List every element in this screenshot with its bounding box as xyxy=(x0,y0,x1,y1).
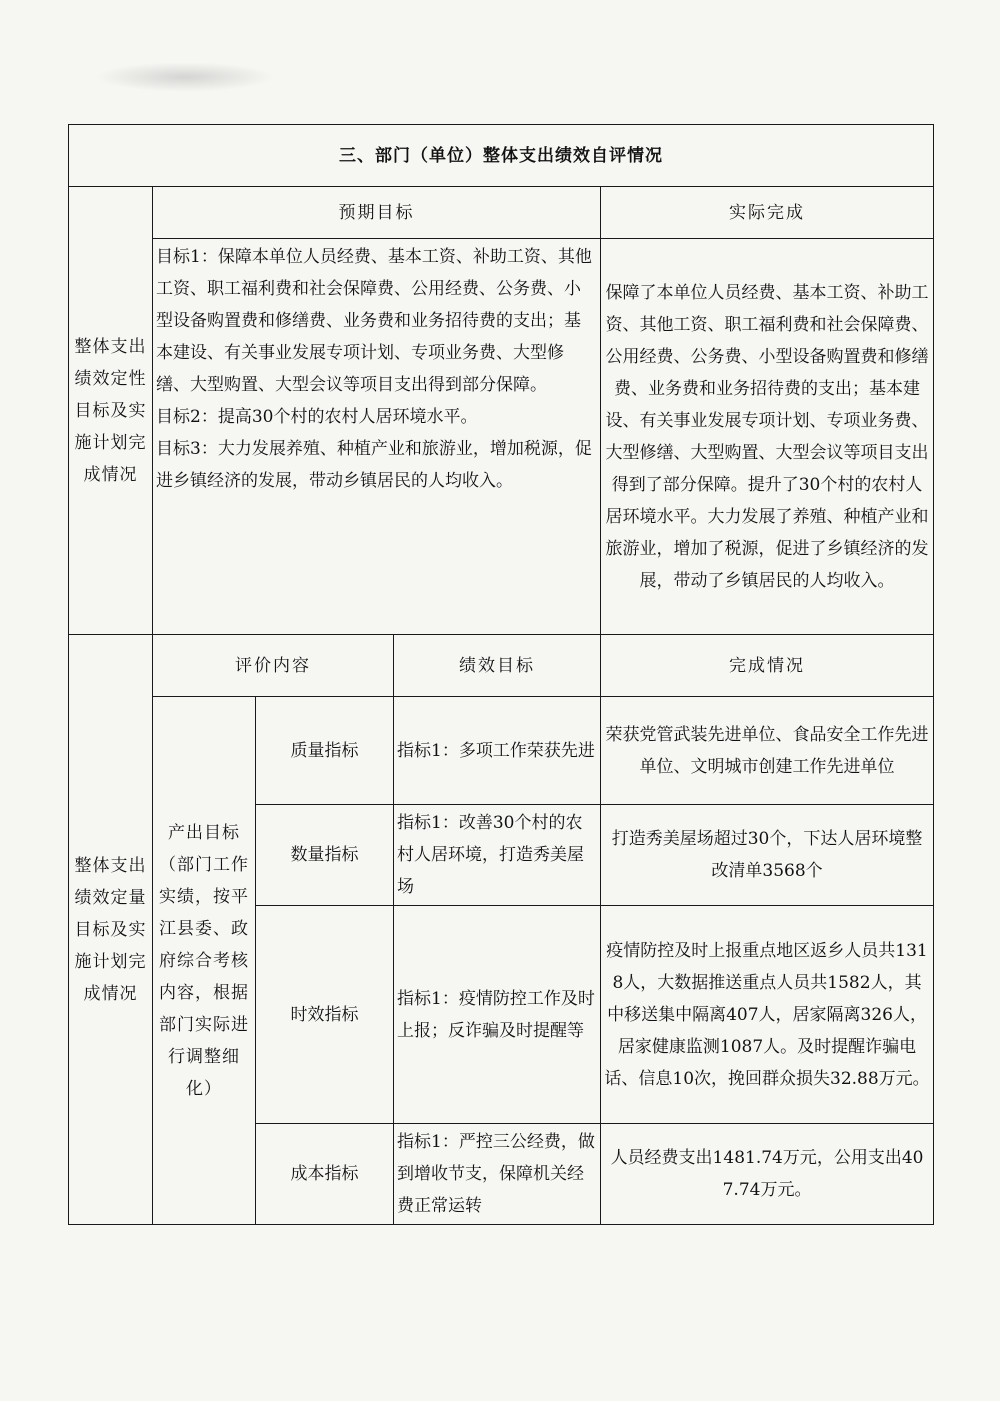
expected-goals-header: 预期目标 xyxy=(153,187,601,239)
goal-2: 目标2：提高30个村的农村人居环境水平。 xyxy=(156,407,478,427)
title-row xyxy=(69,125,934,187)
qualitative-header-row xyxy=(69,187,934,239)
actual-completion-header: 实际完成 xyxy=(601,187,934,239)
completion-status-header: 完成情况 xyxy=(601,635,934,697)
scan-smudge xyxy=(95,62,275,92)
expected-goals-cell xyxy=(153,239,601,635)
indicator-result: 疫情防控及时上报重点地区返乡人员共1318人，大数据推送重点人员共1582人，其中移送集中隔离407人，居家隔离326人，居家健康监测1087人。及时提醒诈骗电话、信息10次，挽回群众损失32.88万元。 xyxy=(601,906,934,1124)
actual-completion-cell: 保障了本单位人员经费、基本工资、补助工资、其他工资、职工福利费和社会保障费、公用经费、公务费、小型设备购置费和修缮费、业务费和业务招待费的支出；基本建设、有关事业发展专项计划、专项业务费、大型修缮、大型购置、大型会议等项目支出得到了部分保障。提升了30个村的农村人居环境水平。大力发展了养殖、种植产业和旅游业，增加了税源，促进了乡镇经济的发展，带动了乡镇居民的人均收入。 xyxy=(601,239,934,635)
indicator-name: 成本指标 xyxy=(256,1124,394,1225)
indicator-target: 指标1：疫情防控工作及时上报；反诈骗及时提醒等 xyxy=(394,906,601,1124)
goal-3: 目标3：大力发展养殖、种植产业和旅游业，增加税源，促进乡镇经济的发展，带动乡镇居民的人均收入。 xyxy=(156,439,592,491)
indicator-result: 人员经费支出1481.74万元，公用支出407.74万元。 xyxy=(601,1124,934,1225)
indicator-name: 数量指标 xyxy=(256,805,394,906)
indicator-row xyxy=(69,697,934,805)
output-target-label: 产出目标（部门工作实绩，按平江县委、政府综合考核内容，根据部门实际进行调整细化） xyxy=(153,697,256,1225)
quantitative-row-label: 整体支出绩效定量目标及实施计划完成情况 xyxy=(69,635,153,1225)
indicator-target: 指标1：严控三公经费，做到增收节支，保障机关经费正常运转 xyxy=(394,1124,601,1225)
goal-1: 目标1：保障本单位人员经费、基本工资、补助工资、其他工资、职工福利费和社会保障费、公用经费、公务费、小型设备购置费和修缮费、业务费和业务招待费的支出；基本建设、有关事业发展专项计划、专项业务费、大型修缮、大型购置、大型会议等项目支出得到部分保障。 xyxy=(156,247,592,395)
indicator-name: 时效指标 xyxy=(256,906,394,1124)
indicator-result: 荣获党管武装先进单位、食品安全工作先进单位、文明城市创建工作先进单位 xyxy=(601,697,934,805)
evaluation-table xyxy=(68,124,934,1225)
qualitative-row-label: 整体支出绩效定性目标及实施计划完成情况 xyxy=(69,187,153,635)
indicator-target: 指标1：改善30个村的农村人居环境，打造秀美屋场 xyxy=(394,805,601,906)
performance-target-header: 绩效目标 xyxy=(394,635,601,697)
quantitative-header-row xyxy=(69,635,934,697)
indicator-target: 指标1：多项工作荣获先进 xyxy=(394,697,601,805)
indicator-name: 质量指标 xyxy=(256,697,394,805)
section-title: 三、部门（单位）整体支出绩效自评情况 xyxy=(69,125,934,187)
qualitative-content-row xyxy=(69,239,934,635)
indicator-result: 打造秀美屋场超过30个，下达人居环境整改清单3568个 xyxy=(601,805,934,906)
evaluation-content-header: 评价内容 xyxy=(153,635,394,697)
